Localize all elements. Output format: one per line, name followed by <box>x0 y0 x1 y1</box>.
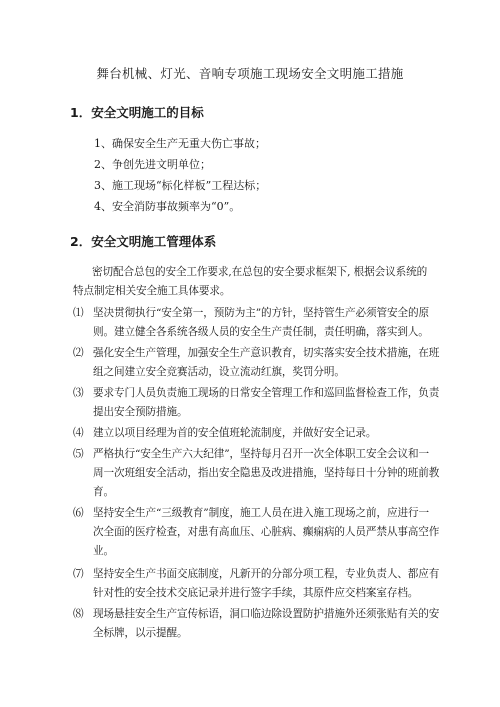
goal-item: 4、安全消防事故频率为“0”。 <box>94 200 241 213</box>
list-item-line: 则。建立健全各系统各级人员的安全生产责任制，责任明确，落实到人。 <box>93 326 429 338</box>
list-item-line: 坚决贯彻执行“安全第一，预防为主”的方针，坚持管生产必须管安全的原 <box>93 307 429 319</box>
document-title: 舞台机械、灯光、音响专项施工现场安全文明施工措施 <box>96 66 404 81</box>
list-item-line: 现场悬挂安全生产宣传标语，洞口临边除设置防护措施外还须张贴有关的安 <box>93 608 440 620</box>
intro-line: 特点制定相关安全施工具体要求。 <box>73 285 231 297</box>
list-item-number: ⑻ <box>73 608 84 620</box>
list-item-line: 业。 <box>93 545 114 557</box>
goal-item: 3、施工现场“标化样板”工程达标； <box>94 179 267 192</box>
goal-item: 1、确保安全生产无重大伤亡事故； <box>94 137 266 150</box>
list-item-line: 严格执行“安全生产六大纪律”，坚持每月召开一次全体职工安全会议和一 <box>93 448 429 460</box>
list-item-number: ⑶ <box>73 387 84 399</box>
list-item-line: 坚持安全生产“三级教育”制度，施工人员在进入施工现场之前，应进行一 <box>93 507 429 519</box>
intro-line: 密切配合总包的安全工作要求,在总包的安全要求框架下, 根据会议系统的 <box>92 266 428 278</box>
goal-item: 2、争创先进文明单位； <box>94 158 211 171</box>
list-item-line: 组之间建立安全竞赛活动，设立流动红旗，奖罚分明。 <box>93 366 345 378</box>
list-item-line: 坚持安全生产书面交底制度，凡新开的分部分项工程，专业负责人、都应有 <box>93 568 440 580</box>
list-item-number: ⑴ <box>73 307 84 319</box>
section-1-heading: 1．安全文明施工的目标 <box>70 105 204 120</box>
list-item-line: 育。 <box>93 486 114 498</box>
list-item-line: 要求专门人员负责施工现场的日常安全管理工作和巡回监督检查工作，负责 <box>93 387 440 399</box>
list-item-line: 针对性的安全技术交底记录并进行签字手续，其原件应交档案室存档。 <box>93 587 419 599</box>
list-item-number: ⑺ <box>73 568 84 580</box>
list-item-number: ⑷ <box>73 427 84 439</box>
section-2-heading: 2．安全文明施工管理体系 <box>70 234 217 249</box>
list-item-number: ⑸ <box>73 448 84 460</box>
list-item-line: 提出安全预防措施。 <box>93 406 188 418</box>
list-item-line: 周一次班组安全活动，指出安全隐患及改进措施，坚持每日十分钟的班前教 <box>93 467 440 479</box>
list-item-number: ⑹ <box>73 507 84 519</box>
list-item-line: 次全面的医疗检查，对患有高血压、心脏病、癫痫病的人员严禁从事高空作 <box>93 526 440 538</box>
list-item-line: 强化安全生产管理，加强安全生产意识教育，切实落实安全技术措施，在班 <box>93 347 440 359</box>
list-item-number: ⑵ <box>73 347 84 359</box>
list-item-line: 全标牌，以示提醒。 <box>93 627 188 639</box>
list-item-line: 建立以项目经理为首的安全值班轮流制度，并做好安全记录。 <box>93 427 377 439</box>
